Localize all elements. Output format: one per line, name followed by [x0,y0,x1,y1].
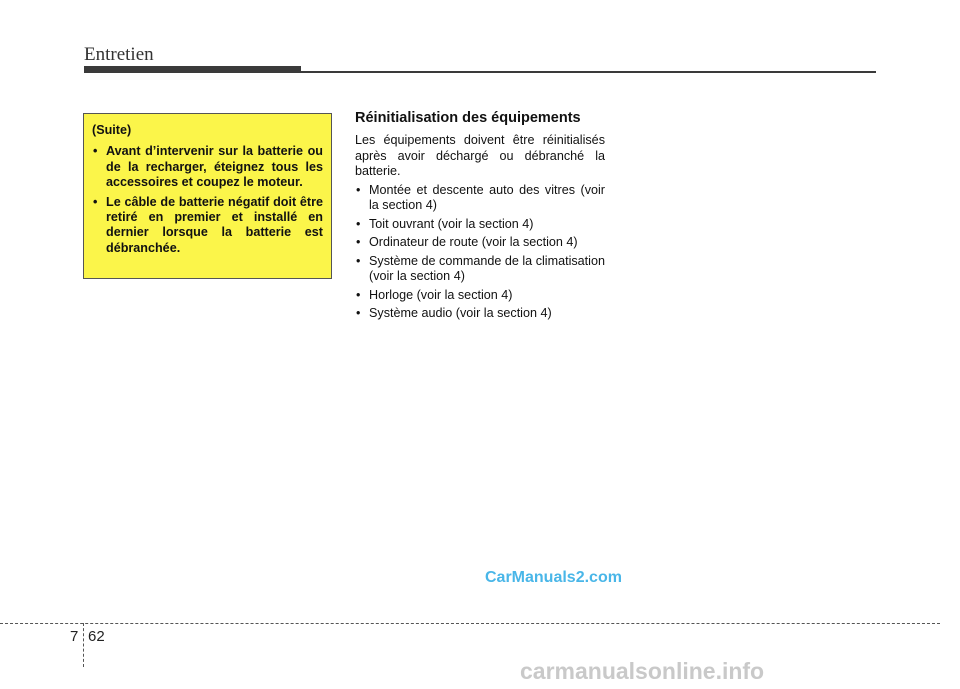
warning-item: • Avant d’intervenir sur la batterie ou de la recharger, éteignez tous les accessoires et coupez le moteur. [92,144,323,190]
list-item: • Système audio (voir la section 4) [355,306,605,322]
reset-section [355,110,605,325]
page-number: 62 [88,628,105,645]
list-item: • Système de commande de la climatisation (voir la section 4) [355,254,605,285]
list-item: • Montée et descente auto des vitres (voir la section 4) [355,183,605,214]
list-item: • Toit ouvrant (voir la section 4) [355,217,605,233]
equipment-list [355,183,605,322]
warning-item: • Le câble de batterie négatif doit être retiré en premier et installé en dernier lorsque la batterie est débranchée. [92,195,323,257]
footer-divider [83,623,84,667]
warning-box [83,113,332,279]
watermark-link[interactable]: CarManuals2.com [485,569,622,586]
header-rule-thin [84,71,876,73]
page-header-title: Entretien [84,44,154,65]
section-title: Réinitialisation des équipements [355,110,581,126]
section-intro: Les équipements doivent être réinitialisés après avoir déchargé ou débranché la batterie. [355,133,605,178]
warning-list [92,144,323,256]
warning-suite-label: (Suite) [92,123,132,137]
watermark-bottom: carmanualsonline.info [520,658,765,684]
list-item: • Horloge (voir la section 4) [355,288,605,304]
chapter-number: 7 [70,628,79,645]
list-item: • Ordinateur de route (voir la section 4) [355,235,605,251]
footer-rule [0,623,940,624]
